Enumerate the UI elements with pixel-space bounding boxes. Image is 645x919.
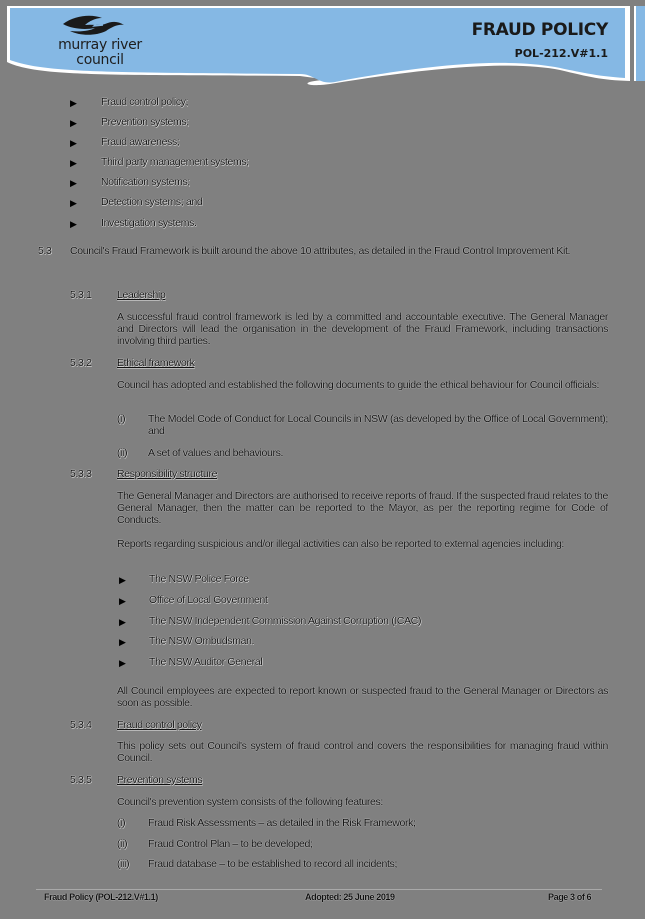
bullet-icon: ▶: [119, 596, 126, 606]
list-item: The Model Code of Conduct for Local Councils in NSW (as developed by the Office of Local Government); and: [148, 413, 608, 437]
list-item: Investigation systems.: [101, 217, 197, 229]
page-header: [0, 0, 645, 95]
external-reporting-text: Reports regarding suspicious and/or illegal activities can also be reported to external agencies including:: [117, 538, 564, 550]
subsection-heading: Fraud control policy: [117, 719, 202, 731]
subsection-heading: Leadership: [117, 289, 166, 301]
bullet-icon: ▶: [70, 98, 77, 108]
document-title: FRAUD POLICY: [471, 20, 608, 40]
item-number: (ii): [117, 447, 128, 459]
bullet-icon: ▶: [119, 637, 126, 647]
list-item: Office of Local Government: [149, 594, 268, 606]
list-item: The NSW Independent Commission Against Corruption (ICAC): [149, 615, 422, 627]
bullet-icon: ▶: [70, 198, 77, 208]
list-item: Detection systems; and: [101, 196, 203, 208]
list-item: Fraud control policy;: [101, 96, 189, 108]
subsection-number: 5.3.5: [70, 774, 92, 786]
subsection-heading: Ethical framework: [117, 357, 195, 369]
logo-line-2: council: [76, 52, 124, 68]
bullet-icon: ▶: [119, 575, 126, 585]
footer-page-number: Page 3 of 6: [548, 892, 592, 902]
footer-adopted-date: Adopted: 25 June 2019: [305, 892, 395, 902]
list-item: Fraud database – to be established to record all incidents;: [148, 858, 398, 870]
list-item: Fraud Risk Assessments – as detailed in the Risk Framework;: [148, 817, 416, 829]
item-number: (iii): [117, 858, 130, 870]
employee-reporting-text: All Council employees are expected to report known or suspected fraud to the General Manager or Directors as soon as possible.: [117, 685, 608, 709]
bullet-icon: ▶: [70, 138, 77, 148]
list-item: Third party management systems;: [101, 156, 249, 168]
list-item: The NSW Police Force: [149, 573, 249, 585]
prevention-systems-text: Council's prevention system consists of the following features:: [117, 796, 383, 808]
section-5-3-text: Council's Fraud Framework is built around the above 10 attributes, as detailed in the Fraud Control Improvement Kit.: [70, 245, 571, 257]
footer-divider: [36, 889, 602, 890]
item-number: (i): [117, 817, 126, 829]
council-logo-text: [48, 38, 152, 68]
list-item: Notification systems;: [101, 176, 190, 188]
bullet-icon: ▶: [70, 158, 77, 168]
responsibility-text: The General Manager and Directors are authorised to receive reports of fraud. If the suspected fraud relates to the General Manager, then the matter can be reported to the Mayor, as per the reporting regime for Code of Conducts.: [117, 490, 608, 526]
ethical-framework-text: Council has adopted and established the following documents to guide the ethical behaviour for Council officials:: [117, 379, 600, 391]
bullet-icon: ▶: [70, 118, 77, 128]
leadership-text: A successful fraud control framework is led by a committed and accountable executive. The General Manager and Directors will lead the organisation in the development of the Fraud Framework, including transactions involving third parties.: [117, 311, 608, 347]
subsection-heading: Responsibility structure: [117, 468, 218, 480]
subsection-heading: Prevention systems: [117, 774, 203, 786]
subsection-number: 5.3.1: [70, 289, 92, 301]
document-code: POL-212.V#1.1: [514, 47, 608, 60]
list-item: Fraud Control Plan – to be developed;: [148, 838, 313, 850]
list-item: The NSW Ombudsman.: [149, 635, 255, 647]
list-item: A set of values and behaviours.: [148, 447, 284, 459]
list-item: Prevention systems;: [101, 116, 189, 128]
item-number: (ii): [117, 838, 128, 850]
subsection-number: 5.3.2: [70, 357, 92, 369]
bullet-icon: ▶: [119, 617, 126, 627]
bullet-icon: ▶: [70, 219, 77, 229]
fraud-control-policy-text: This policy sets out Council's system of fraud control and covers the responsibilities for managing fraud within Council.: [117, 740, 608, 764]
bullet-icon: ▶: [119, 658, 126, 668]
list-item: Fraud awareness;: [101, 136, 180, 148]
section-number: 5.3: [38, 245, 52, 257]
logo-line-1: murray river: [58, 37, 142, 53]
footer-document-ref: Fraud Policy (POL-212.V#1.1): [44, 892, 158, 902]
item-number: (i): [117, 413, 126, 425]
subsection-number: 5.3.4: [70, 719, 92, 731]
list-item: The NSW Auditor General: [149, 656, 263, 668]
bullet-icon: ▶: [70, 178, 77, 188]
subsection-number: 5.3.3: [70, 468, 92, 480]
